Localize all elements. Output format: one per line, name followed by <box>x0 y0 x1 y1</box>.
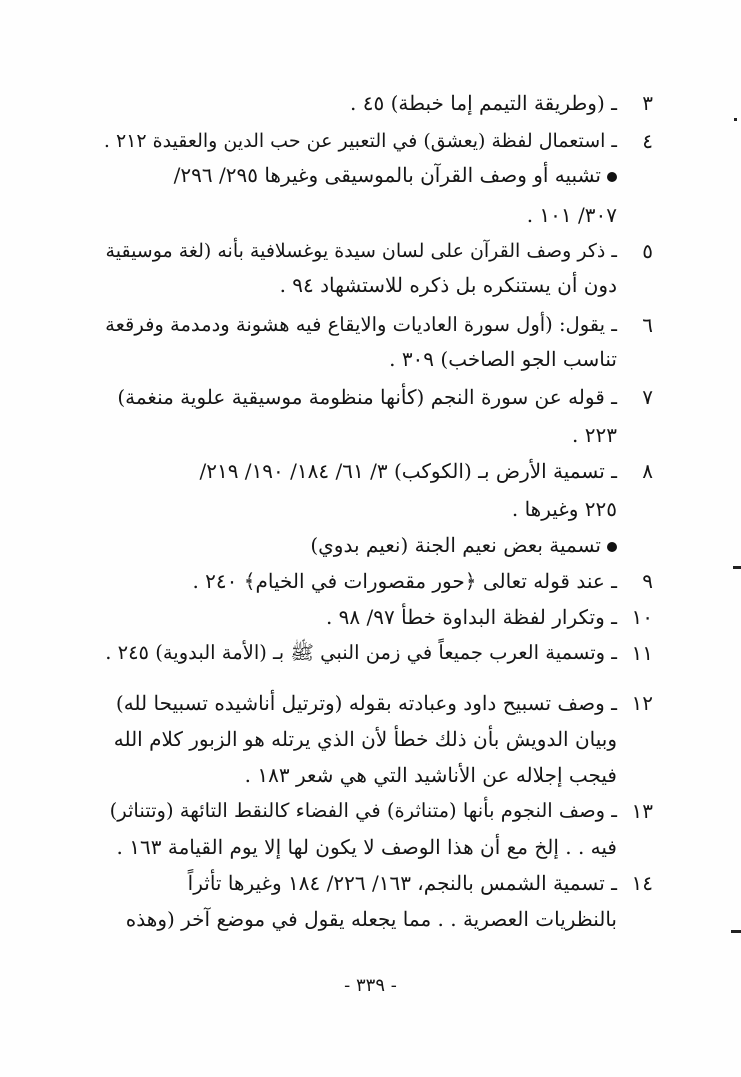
entry-number: ١٣ <box>631 799 653 823</box>
entry-number: ٥ <box>642 239 653 263</box>
entry-number: ١٢ <box>631 691 653 715</box>
entry-number: ١٤ <box>631 871 653 895</box>
entry-text: ـ تسمية الشمس بالنجم، ١٦٣/ ٢٢٦/ ١٨٤ وغيرها تأثراً <box>187 871 617 895</box>
bullet-text: تسمية بعض نعيم الجنة (نعيم بدوي) <box>310 533 601 557</box>
entry-number: ٩ <box>642 569 653 593</box>
entry-text: ـ يقول: (أول سورة العاديات والايقاع فيه هشونة ودمدمة وفرقعة <box>105 313 617 336</box>
entry-number: ٦ <box>642 313 653 337</box>
page-number: - ٣٣٩ - <box>344 975 397 996</box>
entry-text: ـ وتكرار لفظة البداوة خطأ ٩٧/ ٩٨ . <box>325 605 617 629</box>
entry-text: ـ قوله عن سورة النجم (كأنها منظومة موسيقية علوية منغمة) <box>117 385 617 409</box>
entry-number: ١٠ <box>631 605 653 629</box>
entry-number: ١١ <box>631 641 653 665</box>
entry-number: ٤ <box>642 129 653 153</box>
entry-text: ـ وصف تسبيح داود وعبادته بقوله (وترتيل أناشيده تسبيحا لله) <box>115 691 617 715</box>
entry-continuation: وبيان الدويش بأن ذلك خطأ لأن الذي يرتله هو الزبور كلام الله <box>113 727 617 751</box>
entry-continuation: فيجب إجلاله عن الأناشيد التي هي شعر ١٨٣ . <box>244 763 617 787</box>
entry-continuation: دون أن يستنكره بل ذكره للاستشهاد ٩٤ . <box>279 273 617 297</box>
entry-number: ٨ <box>642 459 653 483</box>
bullet-text: تشبيه أو وصف القرآن بالموسيقى وغيرها ٢٩٥/ ٢٩٦/ <box>173 163 601 187</box>
entry-text: ـ ذكر وصف القرآن على لسان سيدة يوغسلافية بأنه (لغة موسيقية <box>105 240 617 262</box>
entry-number: ٧ <box>642 385 653 409</box>
bullet-icon <box>607 172 617 182</box>
entry-text: ـ وتسمية العرب جميعاً في زمن النبي ﷺ بـ (الأمة البدوية) ٢٤٥ . <box>105 641 617 664</box>
scan-mark <box>734 118 737 121</box>
bullet-item <box>310 528 617 562</box>
entry-continuation: ٣٠٧/ ١٠١ . <box>526 203 617 227</box>
entry-text: ـ (وطريقة التيمم إما خبطة) ٤٥ . <box>350 91 617 115</box>
entry-number: ٣ <box>642 91 653 115</box>
entry-text: ـ عند قوله تعالى ﴿حور مقصورات في الخيام﴾ ٢٤٠ . <box>192 569 617 593</box>
entry-continuation: ٢٢٥ وغيرها . <box>511 497 617 521</box>
entry-text: ـ تسمية الأرض بـ (الكوكب) ٣/ ٦١/ ١٨٤/ ١٩٠/ ٢١٩/ <box>199 459 617 483</box>
entry-continuation: بالنظريات العصرية . . مما يجعله يقول في موضع آخر (وهذه <box>125 907 617 931</box>
entry-text: ـ وصف النجوم بأنها (متناثرة) في الفضاء كالنقط التائهة (وتتناثر) <box>109 799 617 822</box>
entry-text: ـ استعمال لفظة (يعشق) في التعبير عن حب الدين والعقيدة ٢١٢ . <box>103 130 617 152</box>
entry-continuation: ٢٢٣ . <box>572 423 617 447</box>
scan-mark <box>733 566 741 569</box>
bullet-icon <box>607 542 617 552</box>
bullet-item <box>174 158 617 192</box>
entry-continuation: فيه . . إلخ مع أن هذا الوصف لا يكون لها إلا يوم القيامة ١٦٣ . <box>116 835 617 859</box>
entry-continuation: تناسب الجو الصاخب) ٣٠٩ . <box>389 347 617 371</box>
scan-mark <box>731 930 741 933</box>
